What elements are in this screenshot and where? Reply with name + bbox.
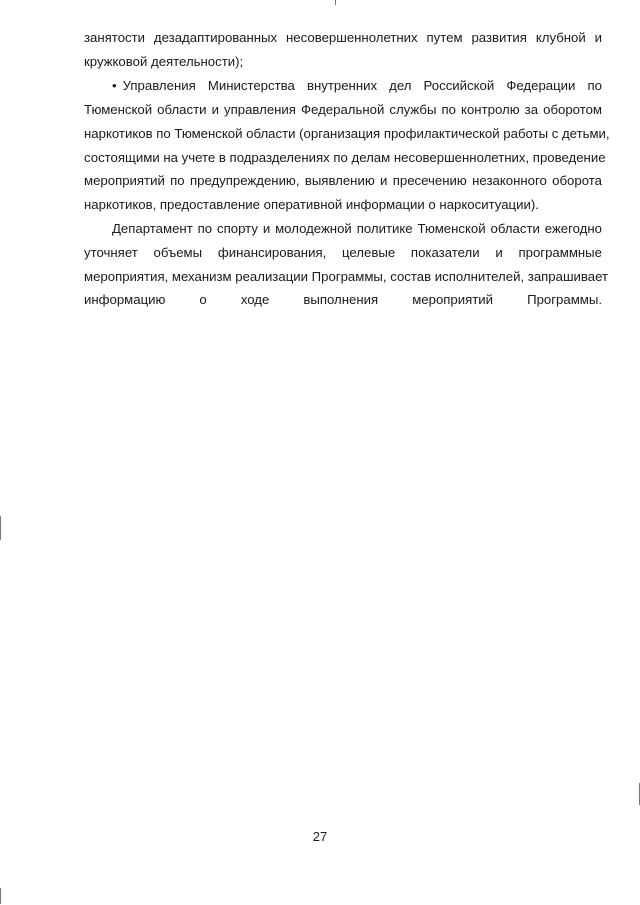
- scan-mark-top: [335, 0, 336, 5]
- text-line: мероприятия, механизм реализации Программы, состав исполнителей, запрашивает: [84, 269, 609, 284]
- bullet-line: [112, 78, 602, 94]
- text-line: уточняет объемы финансирования, целевые показатели и программные: [84, 245, 602, 260]
- text-line: кружковой деятельности);: [84, 54, 244, 69]
- text-line: наркотиков по Тюменской области (организация профилактической работы с детьми,: [84, 126, 610, 141]
- text-line: занятости дезадаптированных несовершеннолетних путем развития клубной и: [84, 30, 602, 45]
- scan-mark-left-1: [0, 516, 1, 540]
- bullet-icon: •: [112, 78, 117, 93]
- text-line: Департамент по спорту и молодежной политике Тюменской области ежегодно: [112, 221, 602, 236]
- text-line: информацию о ходе выполнения мероприятий Программы.: [84, 292, 602, 307]
- page-number: 27: [312, 829, 328, 844]
- text-line: Тюменской области и управления Федеральной службы по контролю за оборотом: [84, 102, 602, 117]
- text-line: Управления Министерства внутренних дел Российской Федерации по: [122, 78, 602, 93]
- scan-mark-left-2: [0, 888, 1, 904]
- text-line: состоящими на учете в подразделениях по делам несовершеннолетних, проведение: [84, 150, 606, 165]
- text-line: наркотиков, предоставление оперативной информации о наркоситуации).: [84, 197, 539, 212]
- text-line: мероприятий по предупреждению, выявлению и пресечению незаконного оборота: [84, 173, 602, 188]
